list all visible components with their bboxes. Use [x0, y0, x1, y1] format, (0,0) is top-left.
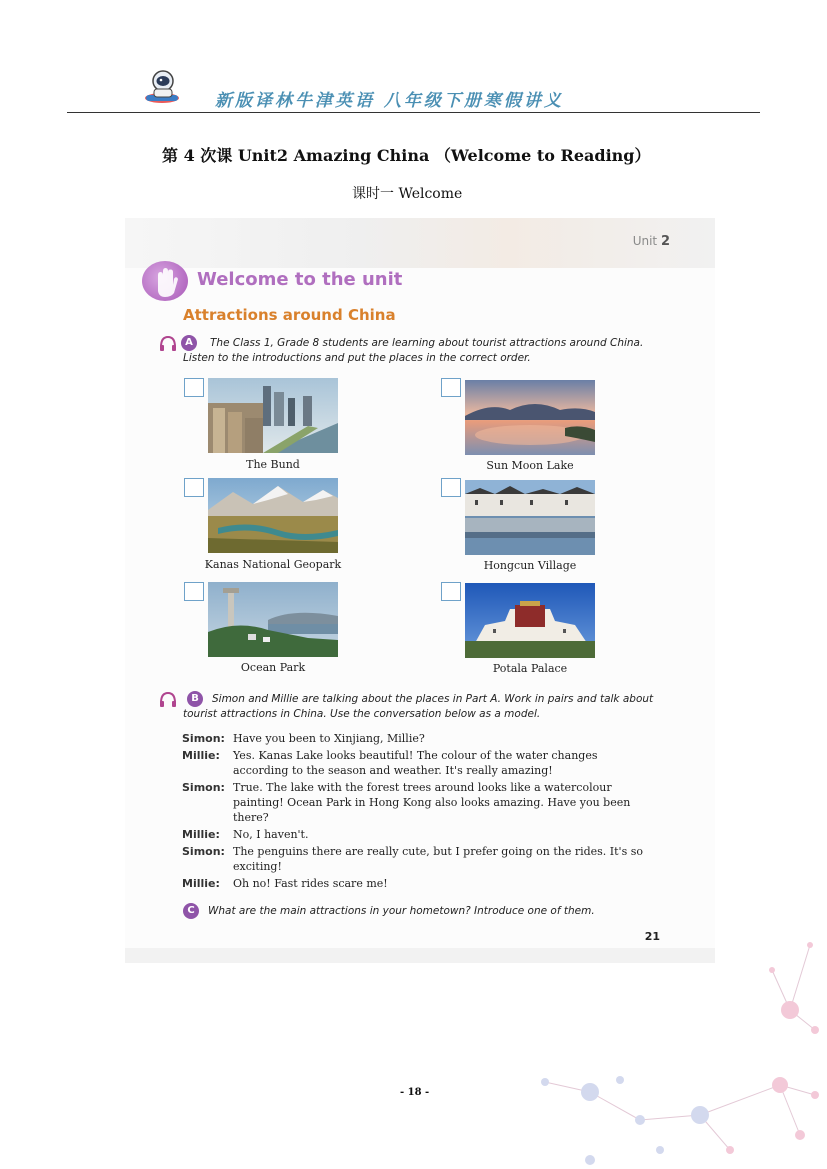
sun-moon-lake-photo	[465, 380, 595, 455]
page-footer-number: - 18 -	[400, 1087, 430, 1098]
page-top-band	[125, 218, 715, 268]
textbook-page-scan: Unit 2 Welcome to the unit Attractions around China A The Class 1, Grade 8 students are learning about tourist attractions around China. Listen to the introductions and put the places in the correct order. The Bund Sun Moon Lake Kanas National Geopark Hongcun Village Ocean Park Potala Palace B Simon and Millie are talking about the places in Part A. Work in pairs and talk about tourist attractions in China. Use the conversation below as a model. Simon: Have you been to Xinjiang, Millie? Millie: Yes. Kanas Lake looks beautiful! The colour of the water changes according to the season and weather. It's really amazing! Simon: True. The lake with the forest trees around looks like a watercolour painting! Ocean Park in Hong Kong also looks amazing. Have you been there? Millie: No, I haven't. Simon: The penguins there are really cute, but I prefer going on the rides. It's so exciting! Millie: Oh no! Fast rides scare me! C What are the main attractions in your hometown? Introduce one of them. 21	[125, 218, 715, 963]
kanas-geopark-photo	[208, 478, 338, 553]
section-title: Welcome to the unit	[197, 269, 403, 290]
headphones-icon	[159, 335, 177, 351]
hand-wave-icon	[142, 261, 188, 301]
order-checkbox[interactable]	[441, 582, 461, 601]
order-checkbox[interactable]	[184, 478, 204, 497]
part-b-instruction-2: tourist attractions in China. Use the conversation below as a model.	[183, 708, 541, 720]
place-caption: The Bund	[246, 458, 300, 471]
part-c-badge: C	[183, 903, 199, 919]
the-bund-photo	[208, 378, 338, 453]
unit-label: Unit 2	[632, 234, 670, 249]
lesson-title: 第 4 次课 Unit2 Amazing China （Welcome to Reading）	[162, 146, 651, 165]
order-checkbox[interactable]	[184, 378, 204, 397]
header-divider	[67, 112, 760, 113]
place-caption: Ocean Park	[240, 661, 306, 674]
part-a-badge: A	[181, 335, 197, 351]
page-bottom-band	[125, 948, 715, 963]
hongcun-village-photo	[465, 480, 595, 555]
book-title: 新版译林牛津英语 八年级下册寒假讲义	[215, 91, 564, 111]
place-caption: Potala Palace	[492, 662, 568, 675]
attractions-heading: Attractions around China	[183, 306, 396, 324]
lesson-subtitle: 课时一 Welcome	[352, 186, 463, 202]
textbook-page-number: 21	[644, 930, 660, 943]
part-a-instruction-2: Listen to the introductions and put the places in the correct order.	[183, 352, 531, 364]
place-caption: Sun Moon Lake	[486, 459, 574, 472]
place-caption: Hongcun Village	[483, 559, 577, 572]
ocean-park-photo	[208, 582, 338, 657]
part-c-instruction: What are the main attractions in your hometown? Introduce one of them.	[208, 905, 595, 917]
order-checkbox[interactable]	[184, 582, 204, 601]
astronaut-logo-icon	[142, 68, 182, 106]
order-checkbox[interactable]	[441, 378, 461, 397]
potala-palace-photo	[465, 583, 595, 658]
part-b-badge: B	[187, 691, 203, 707]
part-a-instruction-1: The Class 1, Grade 8 students are learning about tourist attractions around China.	[210, 337, 644, 349]
order-checkbox[interactable]	[441, 478, 461, 497]
headphones-icon	[159, 691, 177, 707]
place-caption: Kanas National Geopark	[204, 558, 342, 571]
part-b-instruction-1: Simon and Millie are talking about the places in Part A. Work in pairs and talk about	[212, 693, 654, 705]
